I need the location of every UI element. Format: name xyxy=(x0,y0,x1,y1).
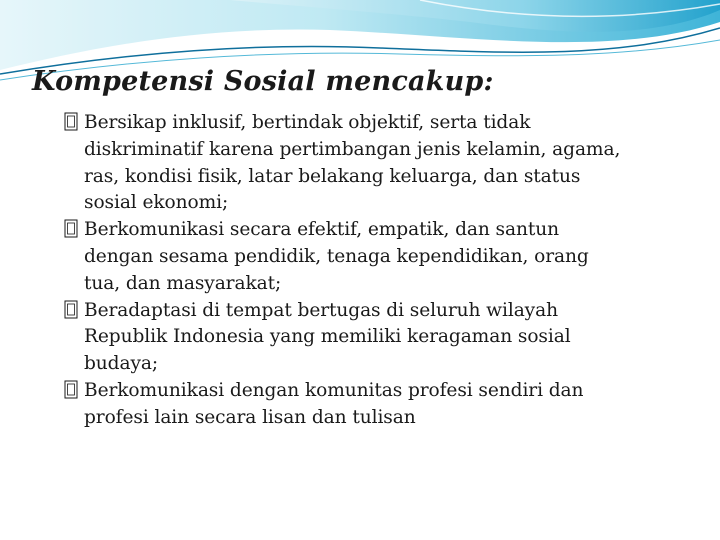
missing-glyph-box-icon xyxy=(64,380,78,399)
list-item-line: Beradaptasi di tempat bertugas di seluruh wilayah xyxy=(84,299,558,321)
list-item xyxy=(64,378,694,432)
list-item-line: budaya; xyxy=(84,353,159,375)
bullet-list xyxy=(64,110,694,432)
list-item-line: Republik Indonesia yang memiliki keragaman sosial xyxy=(84,326,571,348)
list-item-line: dengan sesama pendidik, tenaga kependidikan, orang xyxy=(84,245,589,267)
missing-glyph-box-icon xyxy=(64,300,78,319)
list-item-line: profesi lain secara lisan dan tulisan xyxy=(84,406,416,428)
list-item-line: Berkomunikasi secara efektif, empatik, dan santun xyxy=(84,219,559,241)
missing-glyph-box-icon xyxy=(64,219,78,238)
list-item-line: tua, dan masyarakat; xyxy=(84,272,282,294)
list-item-line: ras, kondisi fisik, latar belakang keluarga, dan status xyxy=(84,165,581,187)
list-item-line: diskriminatif karena pertimbangan jenis kelamin, agama, xyxy=(84,138,621,160)
list-item-line: sosial ekonomi; xyxy=(84,192,229,214)
list-item xyxy=(64,217,694,297)
list-item-line: Bersikap inklusif, bertindak objektif, serta tidak xyxy=(84,112,531,133)
list-item xyxy=(64,110,694,217)
missing-glyph-box-icon xyxy=(64,112,78,131)
list-item xyxy=(64,298,694,378)
list-item-line: Berkomunikasi dengan komunitas profesi sendiri dan xyxy=(84,379,584,401)
slide-title: Kompetensi Sosial mencakup: xyxy=(32,66,494,97)
